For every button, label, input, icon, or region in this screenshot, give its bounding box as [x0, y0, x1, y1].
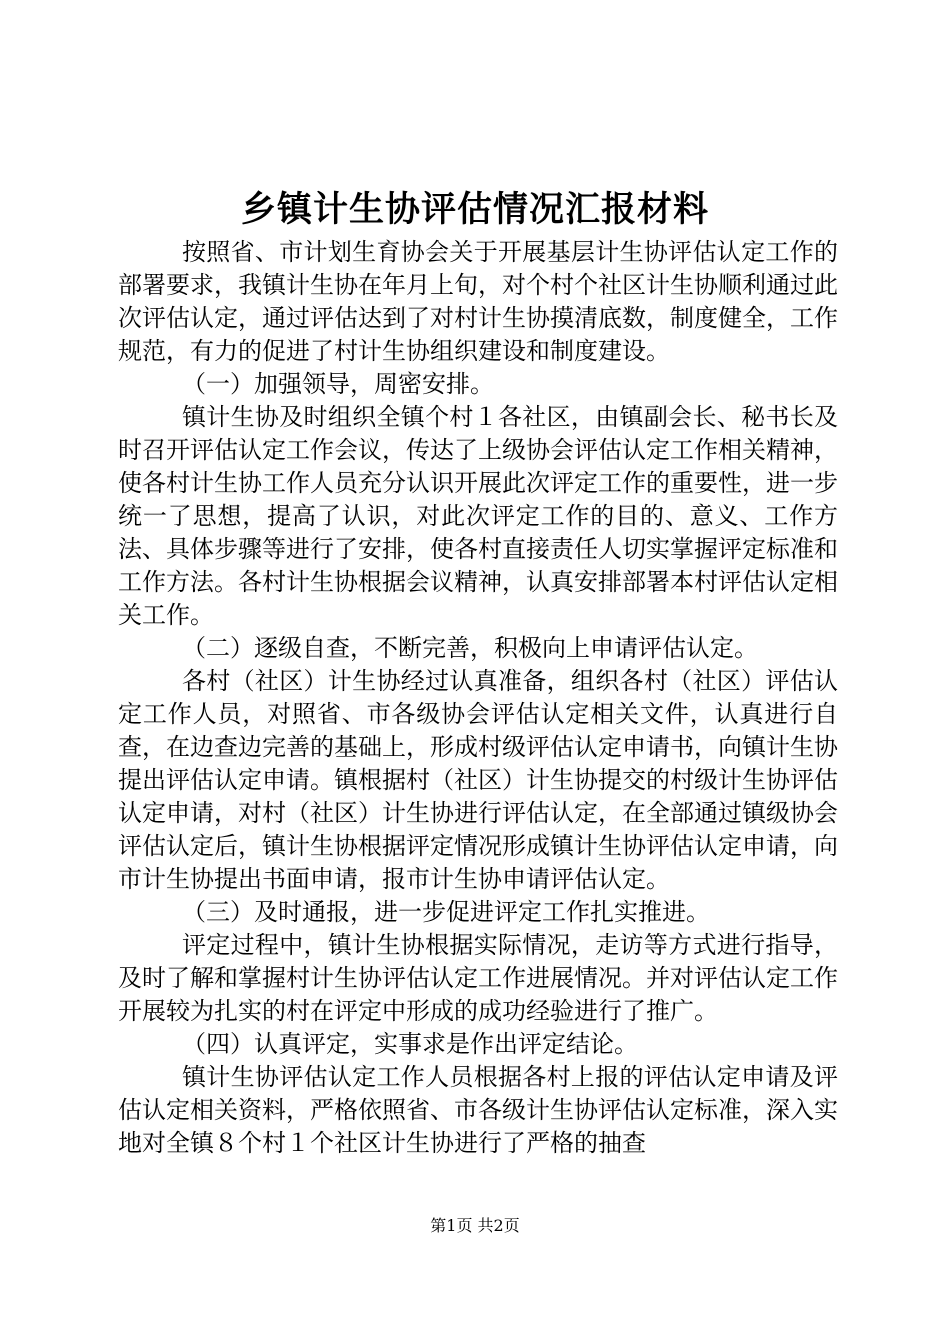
paragraph: 镇计生协评估认定工作人员根据各村上报的评估认定申请及评估认定相关资料，严格依照省、市各级计生协评估认定标准，深入实地对全镇８个村１个社区计生协进行了严格的抽查	[118, 1063, 838, 1157]
section-heading: （二）逐级自查，不断完善，积极向上申请评估认定。	[182, 634, 758, 662]
section-heading: （三）及时通报，进一步促进评定工作扎实推进。	[182, 898, 710, 926]
page-number: 第1页	[430, 1216, 473, 1235]
paragraph: 评定过程中，镇计生协根据实际情况，走访等方式进行指导，及时了解和掌握村计生协评估认定工作进展情况。并对评估认定工作开展较为扎实的村在评定中形成的成功经验进行了推广。	[118, 931, 838, 1025]
paragraph: 按照省、市计划生育协会关于开展基层计生协评估认定工作的部署要求，我镇计生协在年月上旬，对个村个社区计生协顺利通过此次评估认定，通过评估达到了对村计生协摸清底数，制度健全，工作规范，有力的促进了村计生协组织建设和制度建设。	[118, 238, 838, 365]
section-heading: （一）加强领导，周密安排。	[182, 370, 494, 398]
page-footer	[0, 1215, 950, 1237]
paragraph: 各村（社区）计生协经过认真准备，组织各村（社区）评估认定工作人员，对照省、市各级协会评估认定相关文件，认真进行自查，在边查边完善的基础上，形成村级评估认定申请书，向镇计生协提出评估认定申请。镇根据村（社区）计生协提交的村级计生协评估认定申请，对村（社区）计生协进行评估认定，在全部通过镇级协会评估认定后，镇计生协根据评定情况形成镇计生协评估认定申请，向市计生协提出书面申请，报市计生协申请评估认定。	[118, 667, 838, 893]
document-title: 乡镇计生协评估情况汇报材料	[240, 190, 709, 230]
section-heading: （四）认真评定，实事求是作出评定结论。	[182, 1030, 638, 1058]
document-body	[118, 236, 838, 1160]
page-total: 共2页	[477, 1216, 520, 1235]
paragraph: 镇计生协及时组织全镇个村１各社区，由镇副会长、秘书长及时召开评估认定工作会议，传达了上级协会评估认定工作相关精神，使各村计生协工作人员充分认识开展此次评定工作的重要性，进一步统一了思想，提高了认识，对此次评定工作的目的、意义、工作方法、具体步骤等进行了安排，使各村直接责任人切实掌握评定标准和工作方法。各村计生协根据会议精神，认真安排部署本村评估认定相关工作。	[118, 403, 838, 629]
